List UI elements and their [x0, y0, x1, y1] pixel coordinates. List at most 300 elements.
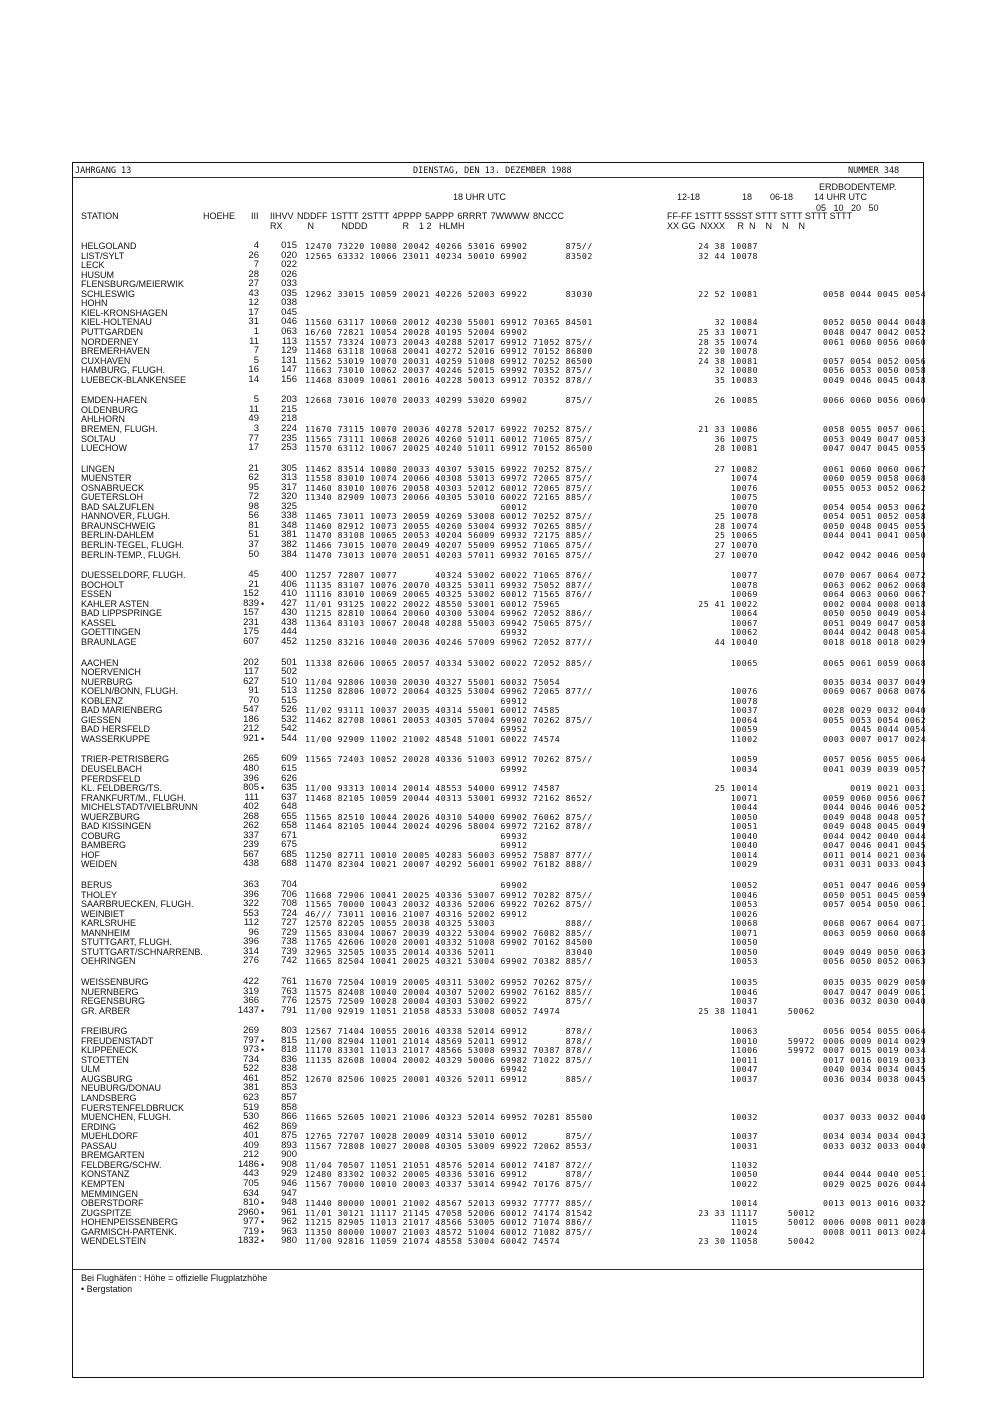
station-id: 900 [281, 1149, 297, 1161]
station-id: 382 [281, 539, 297, 550]
extra-data: 10050 [730, 937, 758, 948]
synop-data: 11/04 70507 11051 21051 48576 52014 60012 74187 872// [305, 1159, 593, 1170]
station-id: 317 [281, 481, 297, 493]
table-row [73, 1083, 923, 1093]
extra-data: 24 38 10081 [698, 355, 758, 366]
extra-data: 32 10084 [714, 317, 758, 328]
station-name: SAARBRUECKEN, FLUGH. [81, 899, 194, 910]
synop-data: 11575 82408 10040 20004 40307 52002 69902 76162 885// [305, 986, 593, 997]
soil-temperatures: 0018 0018 0018 0029 [823, 636, 927, 647]
extra-data: 10035 [730, 976, 758, 987]
station-id: 615 [281, 762, 297, 774]
station-id: 129 [281, 345, 297, 357]
extra-data: 26 10085 [714, 395, 758, 406]
extra-data: 25 10078 [714, 511, 758, 522]
issue-date: DIENSTAG, DEN 13. DEZEMBER 1988 [413, 166, 572, 176]
station-height: 152 [243, 588, 259, 600]
soil-temperatures: 0044 0044 0040 0051 [823, 1169, 927, 1180]
synop-data: 12567 71404 10055 20016 40338 52014 69912 878// [305, 1026, 593, 1037]
station-height: 462 [243, 1120, 259, 1132]
table-row [73, 241, 923, 251]
synop-data: 69932 [305, 830, 528, 841]
station-name: MICHELSTADT/VIELBRUNN [81, 802, 198, 813]
station-name: HOHENPEISSENBERG [81, 1217, 179, 1228]
synop-data: 11468 83009 10061 20016 40228 50013 69912 70352 878// [305, 374, 593, 385]
table-row [73, 442, 927, 453]
soil-temperatures: 0061 0060 0056 0060 [823, 336, 927, 347]
station-name: KIEL-KRONSHAGEN [81, 307, 168, 318]
station-id: 348 [281, 519, 297, 531]
station-height: 212 [243, 1149, 259, 1161]
soil-temperatures: 0044 0046 0046 0052 [823, 802, 927, 813]
station-id: 033 [281, 278, 297, 290]
mountain-station-marker: • [261, 1207, 265, 1218]
soil-temperatures: 0002 0004 0008 0018 [823, 598, 927, 609]
station-height: 111 [244, 791, 259, 803]
station-id: 738 [281, 936, 297, 948]
station-height: 381 [243, 1082, 259, 1094]
station-height: 117 [243, 666, 259, 677]
extra-data: 10059 [730, 754, 758, 765]
soil-temperatures: 0056 0053 0050 0058 [823, 365, 927, 376]
table-row [73, 829, 927, 841]
synop-data: 11464 82105 10044 20024 40296 58004 69972 72162 878// [305, 821, 593, 832]
station-name: HAMBURG, FLUGH. [81, 365, 166, 376]
synop-data: 11440 80000 10001 21002 48567 52013 69932 77777 885// [305, 1198, 593, 1208]
station-name: OLDENBURG [81, 404, 139, 415]
soil-temperatures: 0029 0025 0026 0044 [823, 1178, 927, 1189]
station-height: 45 [248, 569, 259, 581]
mountain-station-marker: • [261, 1159, 265, 1170]
station-id: 224 [281, 422, 297, 434]
station-height: 634 [243, 1187, 259, 1199]
synop-data: 11460 82912 10073 20055 40260 53004 69932 70265 885// [305, 520, 593, 531]
extra-data: 25 38 11041 [698, 1005, 758, 1016]
table-row [73, 917, 927, 929]
soil-temperatures: 0058 0044 0045 0054 [823, 288, 927, 299]
station-id: 727 [281, 917, 297, 929]
synop-data: 11250 82806 10072 20064 40325 53004 69962 72065 877// [305, 686, 593, 697]
station-name: HOF [81, 849, 100, 860]
synop-data: 11462 82708 10061 20053 40305 57004 69902 70262 875// [305, 714, 593, 725]
station-name: SOLTAU [81, 433, 116, 444]
soil-temp-label: ERDBODENTEMP. [819, 182, 897, 192]
extra-data: 10037 [730, 1073, 758, 1084]
synop-data: 11135 82608 10004 20002 40329 50006 69982 71022 875// [305, 1054, 593, 1065]
station-height: 265 [243, 753, 259, 765]
table-row [73, 937, 923, 947]
station-height: 51 [248, 529, 259, 541]
synop-data: 11/01 93125 10022 20022 48550 53001 60012 75965 [305, 598, 561, 609]
table-row [73, 373, 927, 385]
table-row [73, 354, 927, 366]
extra-data: 28 10081 [714, 443, 758, 453]
soil-temperatures: 0037 0033 0032 0040 [823, 1112, 927, 1123]
extra-groups-subheader: XX GG NXXX R N N N N [667, 221, 806, 231]
station-height: 91 [248, 685, 259, 697]
mountain-station-marker: • [261, 1217, 265, 1228]
station-name: BOCHOLT [81, 579, 124, 590]
station-name: NORDERNEY [81, 336, 139, 347]
station-id: 253 [281, 442, 297, 453]
extra-data: 10074 [730, 473, 758, 484]
station-name: EMDEN-HAFEN [81, 395, 148, 406]
station-id: 836 [281, 1053, 297, 1065]
station-id: 510 [281, 675, 297, 687]
station-height: 81 [248, 519, 259, 531]
station-id: 338 [281, 510, 297, 522]
time-18-label: 18 UHR UTC [453, 192, 507, 202]
table-row [73, 685, 927, 697]
station-name: BAD LIPPSPRINGE [81, 608, 163, 619]
station-name: STUTTGART, FLUGH. [81, 937, 172, 948]
station-id: 818 [281, 1044, 297, 1056]
extra-data: 10029 [730, 859, 758, 870]
station-name: BAD MARIENBERG [81, 705, 163, 716]
station-id: 513 [281, 685, 297, 697]
station-height: 231 [243, 616, 259, 628]
station-id: 866 [281, 1111, 297, 1123]
station-name: NOERVENICH [81, 667, 141, 677]
extra-data: 10076 [730, 686, 758, 697]
station-name: KONSTANZ [81, 1169, 130, 1180]
soil-temperatures: 0049 0046 0045 0048 [823, 374, 927, 385]
soil-temperatures: 0035 0034 0037 0049 [823, 676, 927, 687]
station-id: 635 [281, 782, 297, 793]
station-name: BERLIN-TEMP., FLUGH. [81, 549, 181, 560]
extra-data: 25 10014 [714, 783, 758, 793]
extra-data: 10064 [730, 714, 758, 725]
station-height: 627 [243, 675, 259, 687]
soil-temperatures: 0057 0054 0052 0056 [823, 355, 927, 366]
footnote-mountain: • Bergstation [81, 1284, 133, 1294]
table-row [73, 1130, 927, 1142]
station-height: 461 [243, 1072, 259, 1084]
station-name: LIST/SYLT [81, 250, 125, 261]
table-row [73, 432, 927, 444]
synop-data: 11470 82304 10021 20007 40292 56001 69902 76182 888// [305, 859, 593, 870]
table-row [73, 588, 927, 600]
station-name: ESSEN [81, 589, 112, 600]
extra-data: 10070 [730, 501, 758, 512]
soil-temperatures: 0047 0047 0045 0055 [823, 443, 927, 453]
footer-rule [73, 1269, 923, 1270]
station-id: 739 [281, 945, 297, 957]
soil-temperatures: 0054 0051 0052 0058 [823, 511, 927, 522]
report-sheet [72, 162, 927, 1378]
soil-temperatures: 0053 0049 0047 0053 [823, 433, 927, 444]
station-height: 21 [248, 578, 259, 590]
station-height: 805 [243, 782, 259, 793]
soil-temperatures: 0059 0060 0056 0067 [823, 792, 927, 803]
synop-data: 11670 73115 10070 20036 40278 52017 69922 70252 875// [305, 423, 593, 434]
table-row [73, 1168, 927, 1180]
station-height: 402 [243, 801, 259, 813]
station-height: 1486 [237, 1158, 259, 1170]
table-row [73, 888, 927, 900]
station-name: KARLSRUHE [81, 918, 137, 929]
extra-data: 23 33 11117 [698, 1207, 758, 1218]
table-row [73, 713, 927, 725]
synop-data: 11468 82105 10059 20044 40313 53001 69932 72162 8652/ [305, 792, 593, 803]
table-row [73, 287, 927, 299]
table-row [73, 945, 927, 957]
station-height: 96 [248, 926, 259, 938]
table-row [73, 848, 927, 860]
station-id: 658 [281, 820, 297, 832]
table-row [73, 1006, 923, 1016]
table-row [73, 801, 927, 813]
sunshine-data: 50012 [787, 1207, 815, 1218]
station-name: WENDELSTEIN [81, 1236, 147, 1247]
soil-temperatures: 0044 0041 0041 0050 [823, 530, 927, 541]
station-height: 396 [243, 888, 259, 900]
extra-data: 10032 [730, 1112, 758, 1123]
table-row [73, 519, 927, 531]
mountain-station-marker: • [261, 733, 265, 744]
soil-temperatures: 0047 0047 0049 0061 [823, 986, 927, 997]
station-id: 156 [281, 373, 297, 385]
station-height: 522 [243, 1063, 259, 1075]
table-row [73, 791, 927, 803]
table-row [73, 1208, 923, 1218]
synop-groups-header: IIHVV NDDFF 1STTT 2STTT 4PPPP 5APPP 6RRRT 7WWWW 8NCCC [270, 211, 565, 221]
station-id: 875 [281, 1130, 297, 1142]
table-row [73, 540, 923, 550]
station-height: 443 [243, 1168, 259, 1180]
extra-data: 25 33 10071 [698, 327, 758, 337]
extra-data: 27 10070 [714, 540, 758, 550]
station-name: SCHLESWIG [81, 288, 136, 299]
station-name: WEINBIET [81, 908, 125, 919]
station-height: 95 [248, 481, 259, 493]
soil-temperatures: 0028 0029 0032 0040 [823, 705, 927, 716]
station-name: TRIER-PETRISBERG [81, 754, 170, 765]
station-height: 810 [243, 1197, 259, 1208]
table-row [73, 762, 927, 774]
station-height: 322 [243, 898, 259, 910]
station-id: 235 [281, 432, 297, 444]
station-height: 50 [248, 548, 259, 560]
synop-data: 11565 83004 10067 20039 40322 53004 69902 76082 885// [305, 927, 593, 938]
extra-data: 10067 [730, 617, 758, 628]
station-height: 314 [243, 945, 259, 957]
extra-data: 11015 [730, 1217, 758, 1228]
extra-data: 10031 [730, 1140, 758, 1151]
station-id: 675 [281, 839, 297, 851]
station-name: LINGEN [81, 463, 115, 474]
table-row [73, 1103, 923, 1113]
synop-data: 12962 33015 10059 20021 40226 52003 69922 83030 [305, 288, 593, 299]
extra-data: 10076 [730, 482, 758, 493]
station-id: 947 [281, 1187, 297, 1199]
soil-temperatures: 0069 0067 0068 0076 [823, 686, 927, 697]
station-name: PUTTGARDEN [81, 327, 144, 337]
station-id: 147 [281, 364, 297, 376]
station-height: 797 [243, 1034, 259, 1046]
station-height: 26 [248, 249, 259, 261]
extra-groups-header: FF-FF 1STTT 5SSST STTT STTT STTT STTT [667, 211, 853, 221]
extra-data: 10053 [730, 899, 758, 910]
table-row [73, 492, 923, 502]
extra-data: 27 10082 [714, 463, 758, 474]
synop-data: 11/00 92919 11051 21058 48533 53008 60052 74974 [305, 1005, 561, 1016]
soil-temperatures: 0056 0050 0052 0063 [823, 956, 927, 967]
station-id: 724 [281, 907, 297, 919]
station-name: NUERBURG [81, 676, 133, 687]
soil-temperatures: 0013 0013 0016 0032 [823, 1198, 927, 1208]
station-id: 852 [281, 1072, 297, 1084]
synop-data: 11135 83107 10076 20070 40325 53011 69932 75052 887// [305, 579, 593, 590]
station-name: MUEHLDORF [81, 1131, 139, 1142]
station-name: KL. FELDBERG/TS. [81, 783, 163, 793]
station-name: BAMBERG [81, 840, 127, 851]
station-height: 977 [243, 1216, 259, 1228]
station-name: WEIDEN [81, 859, 117, 870]
station-name: FUERSTENFELDBRUCK [81, 1102, 185, 1113]
station-height: 623 [243, 1092, 259, 1103]
station-height: 734 [243, 1053, 259, 1065]
table-row [73, 753, 927, 765]
station-height: 438 [243, 858, 259, 870]
soil-temperatures: 0006 0009 0014 0029 [823, 1035, 927, 1046]
station-id: 761 [281, 975, 297, 987]
soil-temperatures: 0049 0048 0045 0049 [823, 821, 927, 832]
synop-data: 11215 82905 11013 21017 48566 53005 60012 71074 886// [305, 1217, 593, 1228]
station-name: BERLIN-TEGEL, FLUGH. [81, 540, 185, 550]
synop-data: 11466 73015 10070 20049 40207 55009 69952 71065 875// [305, 540, 593, 550]
station-height: 268 [243, 810, 259, 822]
station-name: BREMERHAVEN [81, 346, 150, 357]
station-id: 776 [281, 995, 297, 1006]
station-height: 7 [253, 259, 259, 271]
synop-data: 11565 73111 10068 20026 40260 51011 60012 71065 875// [305, 433, 593, 444]
soil-temperatures: 0011 0014 0021 0036 [823, 849, 927, 860]
synop-data: 11170 83301 11013 21017 48566 53008 69932 70387 878// [305, 1045, 593, 1056]
soil-temperatures: 0036 0034 0038 0045 [823, 1073, 927, 1084]
table-row [73, 1025, 927, 1037]
table-row [73, 879, 927, 890]
extra-data: 25 10065 [714, 530, 758, 541]
synop-data: 32965 32505 10035 20014 40336 52011 83040 [305, 946, 593, 957]
extra-data: 10053 [730, 956, 758, 967]
synop-data: 11670 72504 10019 20005 40311 53002 69952 70262 875// [305, 976, 593, 987]
table-row [73, 626, 927, 638]
soil-temperatures: 0066 0060 0056 0060 [823, 395, 927, 406]
station-id: 430 [281, 607, 297, 619]
table-row [73, 548, 927, 560]
station-id: 544 [281, 732, 297, 744]
mountain-station-marker: • [261, 1045, 265, 1056]
station-name: DEUSELBACH [81, 763, 143, 774]
soil-temperatures: 0007 0015 0019 0034 [823, 1045, 927, 1056]
synop-data: 11567 72808 10027 20008 40305 53009 69922 72062 8553/ [305, 1140, 593, 1151]
station-name: LUEBECK-BLANKENSEE [81, 374, 187, 385]
station-id: 763 [281, 985, 297, 997]
station-id-column-header: III [251, 211, 259, 221]
table-row [73, 1160, 923, 1170]
station-height: 28 [248, 268, 259, 280]
station-name: ZUGSPITZE [81, 1207, 132, 1218]
extra-data: 10068 [730, 918, 758, 929]
station-name: LANDSBERG [81, 1093, 137, 1103]
synop-data: 12575 72509 10028 20004 40303 53002 69922 875// [305, 996, 593, 1006]
synop-data: 11338 82606 10065 20057 40334 53002 60022 72052 885// [305, 657, 593, 668]
synop-data: 11470 73013 10070 20051 40203 57011 69932 70165 875// [305, 549, 593, 560]
mountain-station-marker: • [261, 598, 265, 609]
station-id: 022 [281, 259, 297, 271]
volume-label: JAHRGANG 13 [75, 166, 132, 176]
station-name: KOBLENZ [81, 695, 124, 706]
soil-temperatures: 0065 0061 0059 0068 [823, 657, 927, 668]
sunshine-data: 59972 [787, 1045, 815, 1056]
station-id: 729 [281, 926, 297, 938]
synop-data: 11/00 92816 11059 21074 48558 53004 60042 74574 [305, 1236, 561, 1247]
station-name: BAD KISSINGEN [81, 821, 152, 832]
extra-data: 10014 [730, 849, 758, 860]
table-row [73, 298, 923, 308]
extra-data: 10010 [730, 1035, 758, 1046]
station-height: 77 [248, 432, 259, 444]
station-id: 704 [281, 879, 297, 890]
station-name: WUERZBURG [81, 811, 140, 822]
extra-data: 10046 [730, 986, 758, 997]
synop-data: 11/00 92909 11002 21002 48548 51001 60022 74574 [305, 733, 561, 744]
synop-data: 12570 82205 10055 20038 40325 53003 888// [305, 918, 593, 929]
extra-data: 32 44 10078 [698, 250, 758, 261]
extra-data: 10037 [730, 996, 758, 1006]
station-height: 1 [253, 326, 259, 337]
station-id: 853 [281, 1082, 297, 1094]
extra-data: 10040 [730, 830, 758, 841]
station-id: 320 [281, 491, 297, 503]
station-id: 815 [281, 1034, 297, 1046]
table-row [73, 414, 923, 424]
soil-temperatures: 0051 0049 0047 0058 [823, 617, 927, 628]
extra-data: 10065 [730, 657, 758, 668]
station-id: 963 [281, 1225, 297, 1237]
station-height: 11 [249, 403, 259, 415]
table-row [73, 326, 927, 337]
station-height: 239 [243, 839, 259, 851]
synop-data: 11468 63118 10068 20041 40272 52016 69912 70152 86800 [305, 346, 593, 357]
synop-data: 11570 63112 10067 20025 40240 51011 69912 70152 86500 [305, 443, 593, 453]
soil-temperatures: 0050 0048 0045 0055 [823, 520, 927, 531]
synop-data: 46/// 73011 10016 21007 40316 52002 69912 [305, 908, 528, 919]
soil-temperatures: 0006 0008 0011 0028 [823, 1217, 927, 1228]
station-height: 5 [253, 354, 259, 366]
soil-temperatures: 0031 0031 0033 0043 [823, 859, 927, 870]
station-id: 410 [281, 588, 297, 600]
soil-temperatures: 0051 0047 0046 0059 [823, 880, 927, 890]
soil-temperatures: 0044 0042 0048 0054 [823, 627, 927, 638]
station-name: CUXHAVEN [81, 355, 131, 366]
extra-data: 10046 [730, 889, 758, 900]
extra-data: 10075 [730, 492, 758, 503]
station-name: WASSERKUPPE [81, 733, 151, 744]
station-height: 175 [243, 626, 259, 638]
soil-temperatures: 0044 0042 0040 0044 [823, 830, 927, 841]
extra-data: 10071 [730, 927, 758, 938]
mountain-station-marker: • [261, 1005, 265, 1016]
extra-data: 22 52 10081 [698, 288, 758, 299]
station-name: MUENCHEN, FLUGH. [81, 1112, 172, 1123]
station-id: 838 [281, 1063, 297, 1075]
station-name: BREMGARTEN [81, 1150, 145, 1161]
table-row [73, 481, 927, 493]
station-id: 325 [281, 500, 297, 512]
synop-data: 11560 63117 10060 20012 40230 55001 69912 70365 84501 [305, 317, 593, 328]
